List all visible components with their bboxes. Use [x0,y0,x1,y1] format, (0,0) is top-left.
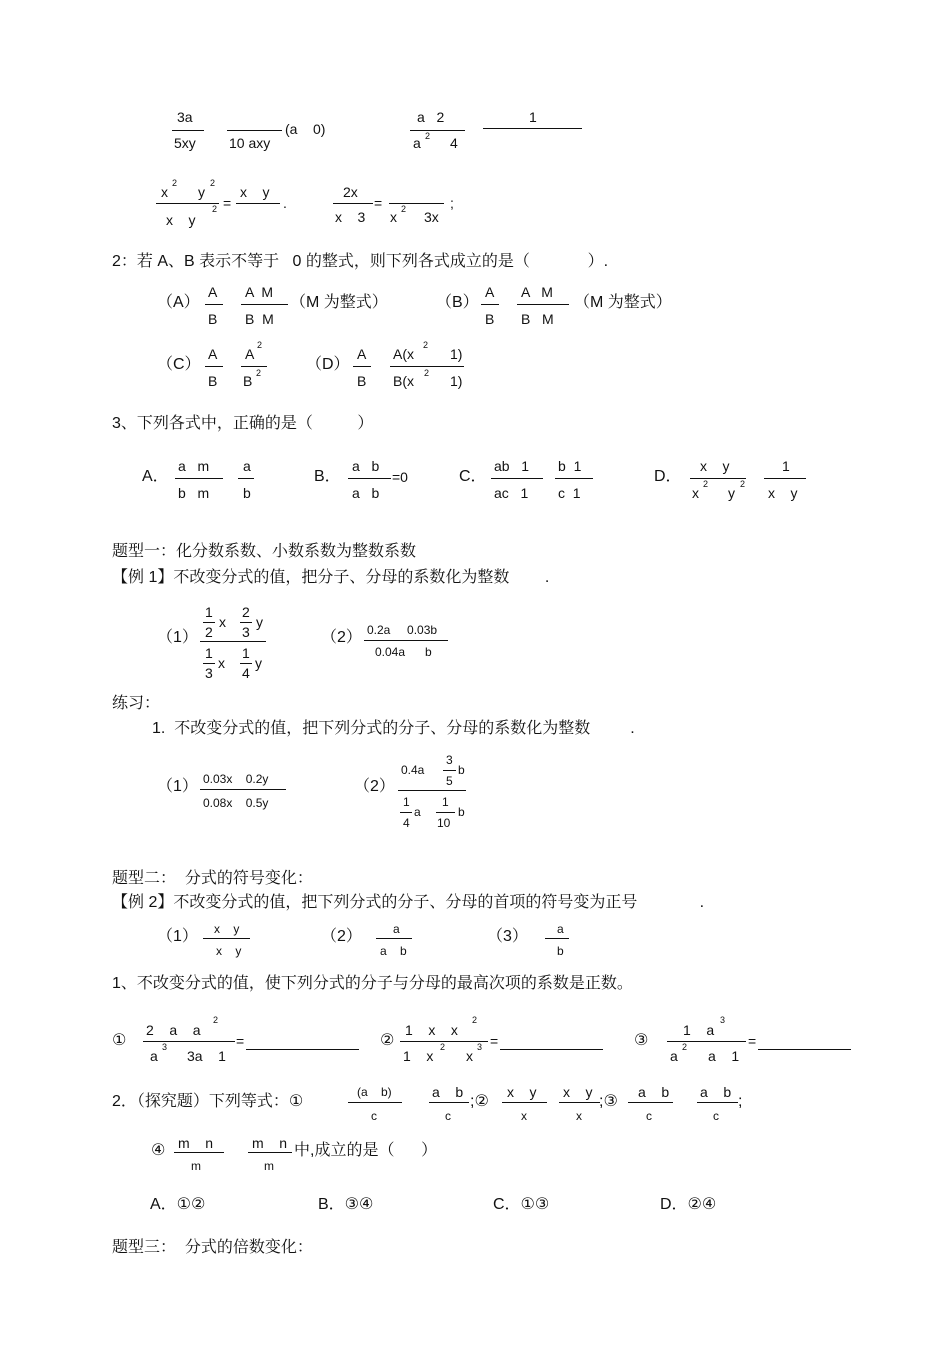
q1-c2-numerator: 1 x x [405,1022,458,1038]
p2-numerator-frac-top: 3 [446,753,453,767]
fraction-bar [205,304,223,305]
q1-c3-denominator-b: a 1 [708,1048,740,1064]
p2-denominator-frac2-top: 1 [442,795,449,809]
fraction-bar [227,130,282,131]
q3-b-tail: =0 [392,469,408,485]
e1-denominator-frac2-bottom: 4 [242,665,250,681]
top-f2-rhs-numerator: 1 [529,109,537,125]
section-type-1-title: 题型一：化分数系数、小数系数为整数系数 [112,543,417,560]
q2-item3-denominator: c [646,1109,652,1123]
q2-d-fraction1-numerator: A [357,346,367,362]
q3-a-fraction1-numerator: a m [178,458,210,474]
q3-d-fraction2-denominator: x y [768,485,798,501]
q2-a-fraction1-denominator: B [208,311,218,327]
fraction-bar [483,128,582,129]
q2-b-note: （M 为整式） [574,294,672,311]
fraction-bar [389,203,444,204]
q1-c2-numerator-exponent: 2 [472,1015,478,1025]
equals-sign: = [223,195,232,211]
circled-4: ④ [151,1142,166,1159]
q2-d-fraction2-numerator-exponent: 2 [423,340,429,350]
fraction-bar [429,1102,469,1103]
fraction-bar [443,770,456,771]
fraction-bar [390,366,464,367]
q2-option-b-label: （B） [436,294,479,311]
e1-numerator-frac1-top: 1 [205,604,213,620]
fraction-bar [502,1102,547,1103]
p2-numerator-frac-bottom: 5 [446,774,453,788]
fraction-bar [241,304,288,305]
top-f4-rhs-denominator-a: x [390,209,397,225]
q3-b-fraction1-numerator: a b [352,458,380,474]
q1-c3-numerator: 1 a [683,1022,715,1038]
top-f2-denominator-exponent: 2 [425,131,431,141]
q2-item4-rhs-numerator: m n [252,1135,288,1151]
q3-d-fraction1-denominator-exponent: 2 [703,479,709,489]
q1-c2-denominator-a: 1 x [403,1048,434,1064]
fraction-bar [203,622,215,623]
e2-denominator: 0.04a b [375,645,432,659]
q2-option-d-label: （D） [306,356,350,373]
fraction-bar [200,789,286,790]
q2-option-c-label: （C） [157,356,201,373]
q2-a-fraction2-numerator: A M [245,284,274,300]
answer-blank-3[interactable] [758,1049,851,1050]
e1-numerator-frac2-top: 2 [242,604,250,620]
e1-denominator-frac1-bottom: 3 [205,665,213,681]
q2-c-fraction2-numerator: A [245,346,255,362]
e1-denominator-var1: x [218,655,225,671]
fraction-bar [491,478,543,479]
q3-option-c-label: C． [459,468,487,485]
e1-denominator-frac2-top: 1 [242,645,250,661]
e1-numerator-frac2-bottom: 3 [242,624,250,640]
choice-c[interactable]: C．①③ [493,1196,550,1213]
fraction-bar [236,203,280,204]
section-type-2-title: 题型二： 分式的符号变化： [112,870,313,887]
q1-c2-denominator-exponent: 2 [440,1042,446,1052]
fraction-bar [764,478,806,479]
e1-denominator-frac1-top: 1 [205,645,213,661]
top-f3-numerator-a: x [161,184,168,200]
answer-blank-1[interactable] [246,1049,359,1050]
q2-option-a-label: （A） [157,294,200,311]
q2-item4-numerator: m n [178,1135,214,1151]
q2-item1-rhs-numerator: a b [432,1084,464,1100]
q2-item2-denominator: x [521,1109,527,1123]
choice-d[interactable]: D．②④ [660,1196,717,1213]
top-f2-denominator-b: 4 [450,135,458,151]
practice-1-item-1-label: （1） [157,778,198,795]
q3-d-fraction1-denominator-a: x [692,485,699,501]
q2-item3-rhs-numerator: a b [700,1084,732,1100]
e1-numerator-frac1-bottom: 2 [205,624,213,640]
example-2-stem: 【例 2】不改变分式的值，把下列分式的分子、分母的首项的符号变为正号 . [112,894,705,911]
q3-c-fraction1-denominator: ac 1 [494,485,529,501]
fraction-bar [376,938,412,939]
q2-item4-denominator: m [191,1159,201,1173]
example-1-item-2-label: （2） [321,629,362,646]
p2-denominator-frac1-bottom: 4 [403,816,410,830]
choice-b[interactable]: B．③④ [318,1196,374,1213]
q2-c-fraction2-numerator-exponent: 2 [257,340,263,350]
top-f3-numerator-exponent: 2 [172,178,178,188]
e2-numerator: 0.2a 0.03b [367,623,438,637]
q3-c-fraction1-numerator: ab 1 [494,458,530,474]
q2-b-fraction1-numerator: A [485,284,495,300]
q2-c-fraction2-denominator: B [243,373,253,389]
q3-c-fraction2-numerator: b 1 [558,458,582,474]
p2-denominator-var1: a [414,805,421,819]
ex2-1-denominator: x y [216,944,242,958]
fraction-bar [203,663,215,664]
fraction-bar [333,203,373,204]
fraction-bar [172,130,204,131]
fraction-bar [248,1152,292,1153]
q2-item2-numerator: x y [507,1084,537,1100]
q3-a-fraction2-numerator: a [243,458,251,474]
circled-2: ② [380,1032,395,1049]
q2-b-fraction2-denominator: B M [521,311,554,327]
question-1-stem: 1、不改变分式的值，使下列分式的分子与分母的最高次项的系数是正数。 [112,975,633,992]
fraction-bar [436,812,455,813]
practice-1-stem: 1. 不改变分式的值，把下列分式的分子、分母的系数化为整数 . [152,720,635,737]
q2-c-fraction2-denominator-exponent: 2 [256,368,262,378]
question-2-stem: 2：若 A、B 表示不等于 0 的整式，则下列各式成立的是（ ）. [112,253,609,270]
p2-numerator-var: b [458,763,465,777]
fraction-bar [690,478,746,479]
equals-sign: = [374,195,383,211]
fraction-bar [175,478,223,479]
q2-tail: 中,成立的是（ ） [294,1142,438,1159]
fraction-bar [240,663,252,664]
q1-c3-denominator-exponent: 2 [682,1042,688,1052]
q2-item1-denominator: c [371,1109,377,1123]
semicolon: ; [450,195,454,211]
q2-a-fraction2-denominator: B M [245,311,274,327]
q1-c1-numerator-exponent: 2 [213,1015,219,1025]
top-f4-rhs-denominator-b: 3x [424,209,439,225]
q2-separator-2: ;② [470,1093,489,1110]
fraction-bar [143,1041,235,1042]
q1-c3-denominator-a: a [670,1048,678,1064]
equals-sign: = [748,1033,757,1049]
top-f3-denominator-exponent: 2 [212,204,218,214]
top-f3-rhs-numerator: x y [240,184,270,200]
q1-c1-denominator-exponent: 3 [162,1042,168,1052]
e1-denominator-var2: y [255,655,262,671]
practice-title: 练习： [112,695,161,712]
q2-c-fraction1-denominator: B [208,373,218,389]
p2-denominator-frac2-bottom: 10 [437,816,451,830]
example-2-item-3-label: （3） [487,928,528,945]
q2-d-fraction1-denominator: B [357,373,367,389]
top-f1-rhs-denominator: 10 axy [229,135,271,151]
q1-c1-denominator-a: a [150,1048,158,1064]
q2-item4-rhs-denominator: m [264,1159,274,1173]
top-f2-numerator: a 2 [417,109,445,125]
fraction-bar [400,812,412,813]
choice-a[interactable]: A．①② [150,1196,206,1213]
q3-option-a-label: A． [142,468,169,485]
q2-item1-numerator: (a b) [357,1085,392,1099]
ex2-3-numerator: a [557,922,564,936]
fraction-bar [205,366,223,367]
top-f3-numerator-b: y [198,184,205,200]
q3-d-fraction1-denominator-exponent: 2 [740,479,746,489]
fraction-bar [555,478,593,479]
q2-d-fraction2-numerator-a: A(x [393,346,414,362]
q3-b-fraction1-denominator: a b [352,485,380,501]
equals-sign: = [490,1033,499,1049]
q2-item1-rhs-denominator: c [445,1109,451,1123]
section-type-3-title: 题型三： 分式的倍数变化： [112,1239,313,1256]
q1-c2-denominator-exponent: 3 [477,1042,483,1052]
q2-d-fraction2-denominator-exponent: 2 [424,368,430,378]
equals-sign: = [236,1033,245,1049]
p2-denominator-var2: b [458,805,465,819]
q3-option-d-label: D． [654,468,682,485]
top-f1-numerator: 3a [177,109,193,125]
practice-1-item-2-label: （2） [354,778,395,795]
fraction-bar [348,478,391,479]
period: . [283,195,287,211]
q1-c3-numerator-exponent: 3 [720,1015,726,1025]
fraction-bar [156,203,219,204]
q2-item3-numerator: a b [638,1084,670,1100]
fraction-bar [203,938,250,939]
fraction-bar [174,1152,224,1153]
fraction-bar [667,1041,746,1042]
ex2-3-denominator: b [557,944,564,958]
q2-item3-rhs-denominator: c [713,1109,719,1123]
example-2-item-2-label: （2） [321,928,362,945]
q2-d-fraction2-denominator-a: B(x [393,373,414,389]
fraction-bar [241,366,267,367]
question-3-stem: 3、下列各式中，正确的是（ ） [112,415,374,432]
top-f1-denominator: 5xy [174,135,196,151]
q3-d-fraction1-numerator: x y [700,458,730,474]
q2-d-fraction2-numerator-b: 1) [450,346,463,362]
top-f1-condition: (a 0) [285,121,326,137]
e1-numerator-var2: y [256,614,263,630]
fraction-bar [353,366,371,367]
q1-c1-denominator-b: 3a 1 [187,1048,226,1064]
ex2-2-denominator: a b [380,944,407,958]
ex2-1-numerator: x y [214,922,240,936]
fraction-bar [559,1102,600,1103]
q3-c-fraction2-denominator: c 1 [558,485,581,501]
semicolon: ; [738,1093,743,1110]
top-f4-numerator: 2x [343,184,358,200]
fraction-bar [240,622,252,623]
p2-numerator-a: 0.4a [401,763,425,777]
fraction-bar [410,130,465,131]
p1-denominator: 0.08x 0.5y [203,796,269,810]
answer-blank-2[interactable] [500,1049,603,1050]
fraction-bar [348,1102,402,1103]
p1-numerator: 0.03x 0.2y [203,772,269,786]
example-1-item-1-label: （1） [157,629,198,646]
fraction-bar [200,641,266,642]
q3-a-fraction2-denominator: b [243,485,251,501]
q2-d-fraction2-denominator-b: 1) [450,373,463,389]
fraction-bar [398,790,466,791]
fraction-bar [481,304,499,305]
q2-item2-rhs-numerator: x y [563,1084,593,1100]
q2-item2-rhs-denominator: x [576,1109,582,1123]
q3-d-fraction1-denominator-b: y [728,485,735,501]
fraction-bar [238,478,254,479]
p2-denominator-frac1-top: 1 [403,795,410,809]
q2-b-fraction2-numerator: A M [521,284,553,300]
top-f3-denominator: x y [166,212,196,228]
question-2-explore-stem: 2．（探究题）下列等式：① [112,1093,304,1110]
top-f2-denominator-a: a [413,135,421,151]
top-f4-rhs-denominator-exponent: 2 [401,204,407,214]
q3-option-b-label: B． [314,468,341,485]
q2-a-note: （M 为整式） [290,294,388,311]
e1-numerator-var1: x [219,614,226,630]
q2-a-fraction1-numerator: A [208,284,218,300]
top-f4-denominator: x 3 [335,209,366,225]
circled-1: ① [112,1032,127,1049]
fraction-bar [545,938,569,939]
q2-c-fraction1-numerator: A [208,346,218,362]
fraction-bar [517,304,569,305]
circled-3: ③ [634,1032,649,1049]
q3-d-fraction2-numerator: 1 [782,458,790,474]
fraction-bar [364,640,448,641]
q2-separator-3: ;③ [599,1093,618,1110]
fraction-bar [697,1102,738,1103]
q1-c1-numerator: 2 a a [146,1022,201,1038]
q1-c2-denominator-b: x [466,1048,473,1064]
top-f3-numerator-exponent: 2 [210,178,216,188]
example-2-item-1-label: （1） [157,928,198,945]
ex2-2-numerator: a [393,922,400,936]
fraction-bar [628,1102,673,1103]
q3-a-fraction1-denominator: b m [178,485,210,501]
example-1-stem: 【例 1】不改变分式的值，把分子、分母的系数化为整数 . [112,569,550,586]
q2-b-fraction1-denominator: B [485,311,495,327]
